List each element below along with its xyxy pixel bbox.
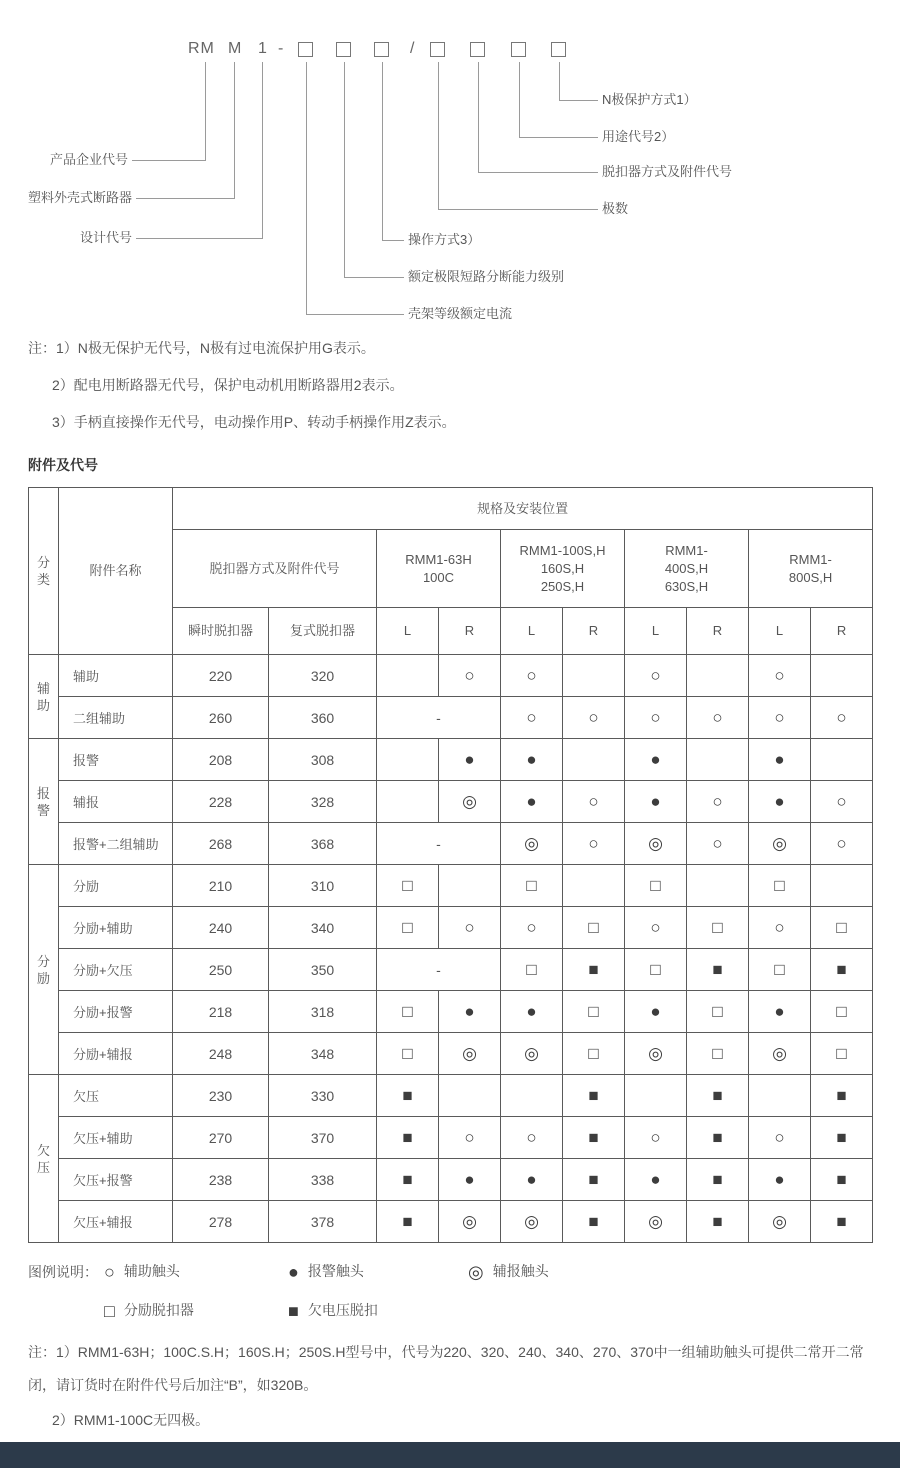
connector-line — [205, 62, 206, 160]
symbol-cell: ◎ — [501, 1201, 563, 1243]
symbol-cell: □ — [563, 907, 625, 949]
legend-label: 欠电压脱扣 — [307, 1302, 378, 1318]
symbol-cell: ○ — [687, 823, 749, 865]
footer-bar — [0, 1442, 900, 1468]
symbol-cell: □ — [377, 1033, 439, 1075]
code-value: 308 — [269, 739, 377, 781]
table-row — [29, 655, 873, 697]
symbol-cell: ■ — [377, 1201, 439, 1243]
symbol-cell: □ — [749, 949, 811, 991]
shunt-release-icon: □ — [104, 1301, 115, 1321]
symbol-cell: ■ — [687, 1117, 749, 1159]
empty-cell — [811, 739, 873, 781]
header-model-63h — [377, 530, 501, 608]
connector-line — [559, 100, 598, 101]
legend-title: 图例说明： — [28, 1264, 98, 1280]
model-name-line: RMM1- — [789, 551, 832, 567]
code-value: 310 — [269, 865, 377, 907]
connector-line — [478, 172, 598, 173]
header-category-label: 分类 — [36, 554, 50, 587]
code-value: 328 — [269, 781, 377, 823]
empty-cell — [563, 865, 625, 907]
symbol-cell: ○ — [811, 697, 873, 739]
label-mccb: 塑料外壳式断路器 — [27, 190, 132, 205]
empty-cell — [687, 865, 749, 907]
connector-line — [132, 160, 206, 161]
symbol-cell: □ — [625, 865, 687, 907]
symbol-cell: ◎ — [501, 823, 563, 865]
accessory-name: 欠压+辅助 — [59, 1117, 173, 1159]
accessory-name: 辅助 — [59, 655, 173, 697]
symbol-cell: ● — [625, 991, 687, 1033]
header-model-100s — [501, 530, 625, 608]
category-cell — [29, 739, 59, 865]
label-design-code: 设计代号 — [79, 230, 132, 245]
legend-label: 辅报触头 — [492, 1263, 549, 1279]
code-box-poles — [430, 42, 445, 57]
label-operation-mode: 操作方式3） — [408, 232, 481, 247]
table-row — [29, 781, 873, 823]
code-value: 318 — [269, 991, 377, 1033]
code-value: 370 — [269, 1117, 377, 1159]
symbol-cell: ◎ — [439, 781, 501, 823]
accessory-name: 欠压 — [59, 1075, 173, 1117]
symbol-cell: ○ — [749, 907, 811, 949]
symbol-cell: ○ — [625, 655, 687, 697]
code-box-usage — [511, 42, 526, 57]
header-model-400s — [625, 530, 749, 608]
symbol-cell: □ — [625, 949, 687, 991]
connector-line — [559, 62, 560, 100]
note-top-2: 2）配电用断路器无代号，保护电动机用断路器用2表示。 — [52, 377, 404, 393]
aux-alarm-contact-icon: ◎ — [468, 1262, 484, 1282]
table-row — [29, 991, 873, 1033]
code-value: 240 — [173, 907, 269, 949]
code-value: 330 — [269, 1075, 377, 1117]
legend-label: 分励脱扣器 — [123, 1302, 194, 1318]
code-part-design: 1 — [258, 40, 268, 57]
empty-cell — [563, 655, 625, 697]
alarm-contact-icon: ● — [288, 1262, 299, 1282]
empty-cell — [563, 739, 625, 781]
symbol-cell: ● — [439, 1159, 501, 1201]
symbol-cell: ○ — [439, 655, 501, 697]
symbol-cell: ● — [501, 781, 563, 823]
symbol-cell: ■ — [687, 1159, 749, 1201]
symbol-cell: □ — [749, 865, 811, 907]
symbol-cell: ○ — [749, 1117, 811, 1159]
symbol-cell: ○ — [563, 823, 625, 865]
symbol-cell: ○ — [811, 823, 873, 865]
code-part-dash: - — [278, 40, 285, 57]
empty-cell — [439, 865, 501, 907]
header-compound-trip: 复式脱扣器 — [269, 608, 377, 655]
code-value: 230 — [173, 1075, 269, 1117]
symbol-cell: □ — [687, 1033, 749, 1075]
code-value: 248 — [173, 1033, 269, 1075]
table-row — [29, 865, 873, 907]
model-name-line: 800S,H — [788, 569, 833, 585]
table-row — [29, 823, 873, 865]
code-value: 220 — [173, 655, 269, 697]
empty-cell — [625, 1075, 687, 1117]
empty-cell — [377, 781, 439, 823]
label-usage-code: 用途代号2） — [602, 129, 675, 144]
symbol-cell: ■ — [563, 1117, 625, 1159]
symbol-cell: ■ — [811, 1201, 873, 1243]
symbol-cell: ● — [439, 739, 501, 781]
accessory-name: 分励+辅助 — [59, 907, 173, 949]
accessory-name: 欠压+报警 — [59, 1159, 173, 1201]
empty-cell — [749, 1075, 811, 1117]
header-model-800s — [749, 530, 873, 608]
connector-line — [382, 240, 404, 241]
code-value: 360 — [269, 697, 377, 739]
dash-cell: - — [377, 823, 501, 865]
symbol-cell: ○ — [625, 697, 687, 739]
symbol-cell: ○ — [501, 907, 563, 949]
symbol-cell: ● — [749, 781, 811, 823]
header-r: R — [563, 608, 625, 655]
code-value: 278 — [173, 1201, 269, 1243]
symbol-cell: □ — [563, 1033, 625, 1075]
undervoltage-release-icon: ■ — [288, 1301, 299, 1321]
legend-item-undervoltage — [288, 1300, 378, 1322]
legend-label: 辅助触头 — [123, 1263, 180, 1279]
symbol-cell: ◎ — [501, 1033, 563, 1075]
symbol-cell: ● — [501, 1159, 563, 1201]
symbol-cell: ○ — [625, 1117, 687, 1159]
symbol-cell: ■ — [563, 1159, 625, 1201]
code-box-operation — [374, 42, 389, 57]
connector-line — [519, 137, 598, 138]
accessory-name: 分励+欠压 — [59, 949, 173, 991]
category-label: 分励 — [36, 953, 50, 986]
accessory-name: 欠压+辅报 — [59, 1201, 173, 1243]
symbol-cell: ◎ — [439, 1033, 501, 1075]
table-row — [29, 1033, 873, 1075]
symbol-cell: ○ — [501, 697, 563, 739]
symbol-cell: ● — [625, 1159, 687, 1201]
legend-item-aux — [104, 1261, 180, 1283]
category-cell — [29, 1075, 59, 1243]
label-frame-rated-current: 壳架等级额定电流 — [408, 306, 513, 321]
symbol-cell: ○ — [439, 1117, 501, 1159]
symbol-cell: □ — [377, 991, 439, 1033]
note-top-3: 3）手柄直接操作无代号，电动操作用P、转动手柄操作用Z表示。 — [52, 414, 456, 430]
symbol-cell: □ — [501, 865, 563, 907]
table-row — [29, 907, 873, 949]
code-value: 268 — [173, 823, 269, 865]
symbol-cell: ○ — [439, 907, 501, 949]
label-enterprise-code: 产品企业代号 — [49, 152, 128, 167]
table-row — [29, 1117, 873, 1159]
label-trip-accessory-code: 脱扣器方式及附件代号 — [602, 164, 733, 179]
dash-cell: - — [377, 697, 501, 739]
model-name-line: 250S,H — [540, 578, 585, 594]
symbol-cell: □ — [501, 949, 563, 991]
connector-line — [344, 277, 404, 278]
accessories-table — [28, 487, 873, 1243]
symbol-cell: ○ — [687, 697, 749, 739]
model-name-line: 400S,H — [664, 560, 709, 576]
code-box-frame-current — [298, 42, 313, 57]
symbol-cell: ■ — [377, 1075, 439, 1117]
connector-line — [306, 62, 307, 314]
table-row — [29, 1075, 873, 1117]
header-l: L — [377, 608, 439, 655]
symbol-cell: □ — [687, 991, 749, 1033]
symbol-cell: ○ — [625, 907, 687, 949]
connector-line — [382, 62, 383, 240]
symbol-cell: ● — [625, 739, 687, 781]
symbol-cell: ◎ — [625, 1033, 687, 1075]
symbol-cell: ◎ — [625, 823, 687, 865]
connector-line — [136, 238, 263, 239]
legend-item-aux-alarm — [468, 1261, 549, 1283]
symbol-cell: ○ — [749, 655, 811, 697]
category-label: 欠压 — [36, 1142, 50, 1175]
accessory-name: 报警+二组辅助 — [59, 823, 173, 865]
header-category — [29, 488, 59, 655]
symbol-cell: □ — [377, 907, 439, 949]
empty-cell — [811, 655, 873, 697]
code-value: 270 — [173, 1117, 269, 1159]
code-value: 378 — [269, 1201, 377, 1243]
code-value: 208 — [173, 739, 269, 781]
symbol-cell: ■ — [687, 949, 749, 991]
header-spec-position: 规格及安装位置 — [173, 488, 873, 530]
connector-line — [344, 62, 345, 277]
symbol-cell: ● — [749, 739, 811, 781]
label-n-pole-protection: N极保护方式1） — [602, 92, 697, 107]
category-cell — [29, 865, 59, 1075]
symbol-cell: ■ — [811, 1075, 873, 1117]
symbol-cell: ■ — [563, 1075, 625, 1117]
header-l: L — [749, 608, 811, 655]
symbol-cell: ■ — [377, 1159, 439, 1201]
symbol-cell: □ — [563, 991, 625, 1033]
empty-cell — [377, 655, 439, 697]
code-box-breaking-level — [336, 42, 351, 57]
symbol-cell: □ — [811, 907, 873, 949]
symbol-cell: ■ — [563, 1201, 625, 1243]
header-instant-trip: 瞬时脱扣器 — [173, 608, 269, 655]
table-row — [29, 949, 873, 991]
header-l: L — [625, 608, 687, 655]
symbol-cell: □ — [377, 865, 439, 907]
code-value: 338 — [269, 1159, 377, 1201]
legend-label: 报警触头 — [307, 1263, 364, 1279]
label-pole-number: 极数 — [602, 201, 629, 216]
table-row — [29, 739, 873, 781]
accessory-name: 辅报 — [59, 781, 173, 823]
dash-cell: - — [377, 949, 501, 991]
section-title: 附件及代号 — [28, 457, 98, 473]
symbol-cell: ● — [625, 781, 687, 823]
model-name-line: 160S,H — [540, 560, 585, 576]
symbol-cell: ● — [501, 991, 563, 1033]
legend-item-shunt — [104, 1300, 194, 1322]
symbol-cell: ◎ — [439, 1201, 501, 1243]
symbol-cell: ○ — [563, 697, 625, 739]
symbol-cell: ■ — [811, 949, 873, 991]
connector-line — [306, 314, 404, 315]
symbol-cell: ■ — [687, 1201, 749, 1243]
note-top-1: 注：1）N极无保护无代号，N极有过电流保护用G表示。 — [28, 340, 375, 356]
empty-cell — [687, 739, 749, 781]
symbol-cell: ■ — [687, 1075, 749, 1117]
code-value: 210 — [173, 865, 269, 907]
code-value: 320 — [269, 655, 377, 697]
empty-cell — [439, 1075, 501, 1117]
table-row — [29, 697, 873, 739]
symbol-cell: ◎ — [749, 1033, 811, 1075]
accessory-name: 报警 — [59, 739, 173, 781]
connector-line — [262, 62, 263, 238]
empty-cell — [377, 739, 439, 781]
header-r: R — [687, 608, 749, 655]
code-value: 368 — [269, 823, 377, 865]
code-part-rm: RM — [188, 40, 215, 57]
code-part-m: M — [228, 40, 243, 57]
symbol-cell: ● — [749, 991, 811, 1033]
accessory-name: 分励+辅报 — [59, 1033, 173, 1075]
table-row — [29, 1201, 873, 1243]
category-label: 报警 — [36, 785, 50, 818]
symbol-cell: ○ — [501, 1117, 563, 1159]
model-name-line: RMM1-100S,H — [519, 542, 606, 558]
code-value: 250 — [173, 949, 269, 991]
code-value: 350 — [269, 949, 377, 991]
symbol-cell: ■ — [563, 949, 625, 991]
accessory-name: 分励 — [59, 865, 173, 907]
symbol-cell: □ — [687, 907, 749, 949]
model-name-line: 630S,H — [664, 578, 709, 594]
code-value: 238 — [173, 1159, 269, 1201]
connector-line — [234, 62, 235, 198]
connector-line — [478, 62, 479, 172]
empty-cell — [811, 865, 873, 907]
accessory-name: 分励+报警 — [59, 991, 173, 1033]
category-label: 辅助 — [36, 680, 50, 713]
symbol-cell: ○ — [749, 697, 811, 739]
symbol-cell: ◎ — [749, 1201, 811, 1243]
label-breaking-capacity: 额定极限短路分断能力级别 — [408, 269, 565, 284]
connector-line — [519, 62, 520, 137]
model-name-line: RMM1-63H — [405, 551, 472, 567]
table-row — [29, 1159, 873, 1201]
code-value: 260 — [173, 697, 269, 739]
code-box-n-pole — [551, 42, 566, 57]
symbol-cell: ○ — [811, 781, 873, 823]
code-value: 348 — [269, 1033, 377, 1075]
code-value: 218 — [173, 991, 269, 1033]
accessory-name: 二组辅助 — [59, 697, 173, 739]
note-bottom-1: 注：1）RMM1-63H；100C.S.H；160S.H；250S.H型号中，代号为220、320、240、340、270、370中一组辅助触头可提供二常开二常闭，请订货时在附件代号后加注“B”，如320B。 — [28, 1344, 864, 1393]
symbol-cell: ■ — [377, 1117, 439, 1159]
category-cell — [29, 655, 59, 739]
symbol-cell: ● — [439, 991, 501, 1033]
symbol-cell: ○ — [687, 781, 749, 823]
symbol-cell: ● — [501, 739, 563, 781]
symbol-cell: ○ — [501, 655, 563, 697]
aux-contact-icon: ○ — [104, 1262, 115, 1282]
symbol-cell: ◎ — [625, 1201, 687, 1243]
note-bottom-2: 2）RMM1-100C无四极。 — [52, 1412, 210, 1428]
connector-line — [438, 209, 598, 210]
symbol-cell: ■ — [811, 1159, 873, 1201]
legend-item-alarm — [288, 1261, 364, 1283]
code-part-slash: / — [410, 40, 416, 57]
empty-cell — [687, 655, 749, 697]
symbol-cell: ○ — [563, 781, 625, 823]
model-name-line: 100C — [422, 569, 455, 585]
code-value: 340 — [269, 907, 377, 949]
header-l: L — [501, 608, 563, 655]
symbol-cell: □ — [811, 1033, 873, 1075]
header-accessory-name: 附件名称 — [59, 488, 173, 655]
empty-cell — [501, 1075, 563, 1117]
header-r: R — [439, 608, 501, 655]
code-box-trip-accessory — [470, 42, 485, 57]
connector-line — [136, 198, 235, 199]
code-value: 228 — [173, 781, 269, 823]
header-trip-method: 脱扣器方式及附件代号 — [173, 530, 377, 608]
symbol-cell: □ — [811, 991, 873, 1033]
header-row-1 — [29, 488, 873, 530]
symbol-cell: ■ — [811, 1117, 873, 1159]
symbol-cell: ◎ — [749, 823, 811, 865]
header-r: R — [811, 608, 873, 655]
model-name-line: RMM1- — [665, 542, 708, 558]
connector-line — [438, 62, 439, 209]
symbol-cell: ● — [749, 1159, 811, 1201]
